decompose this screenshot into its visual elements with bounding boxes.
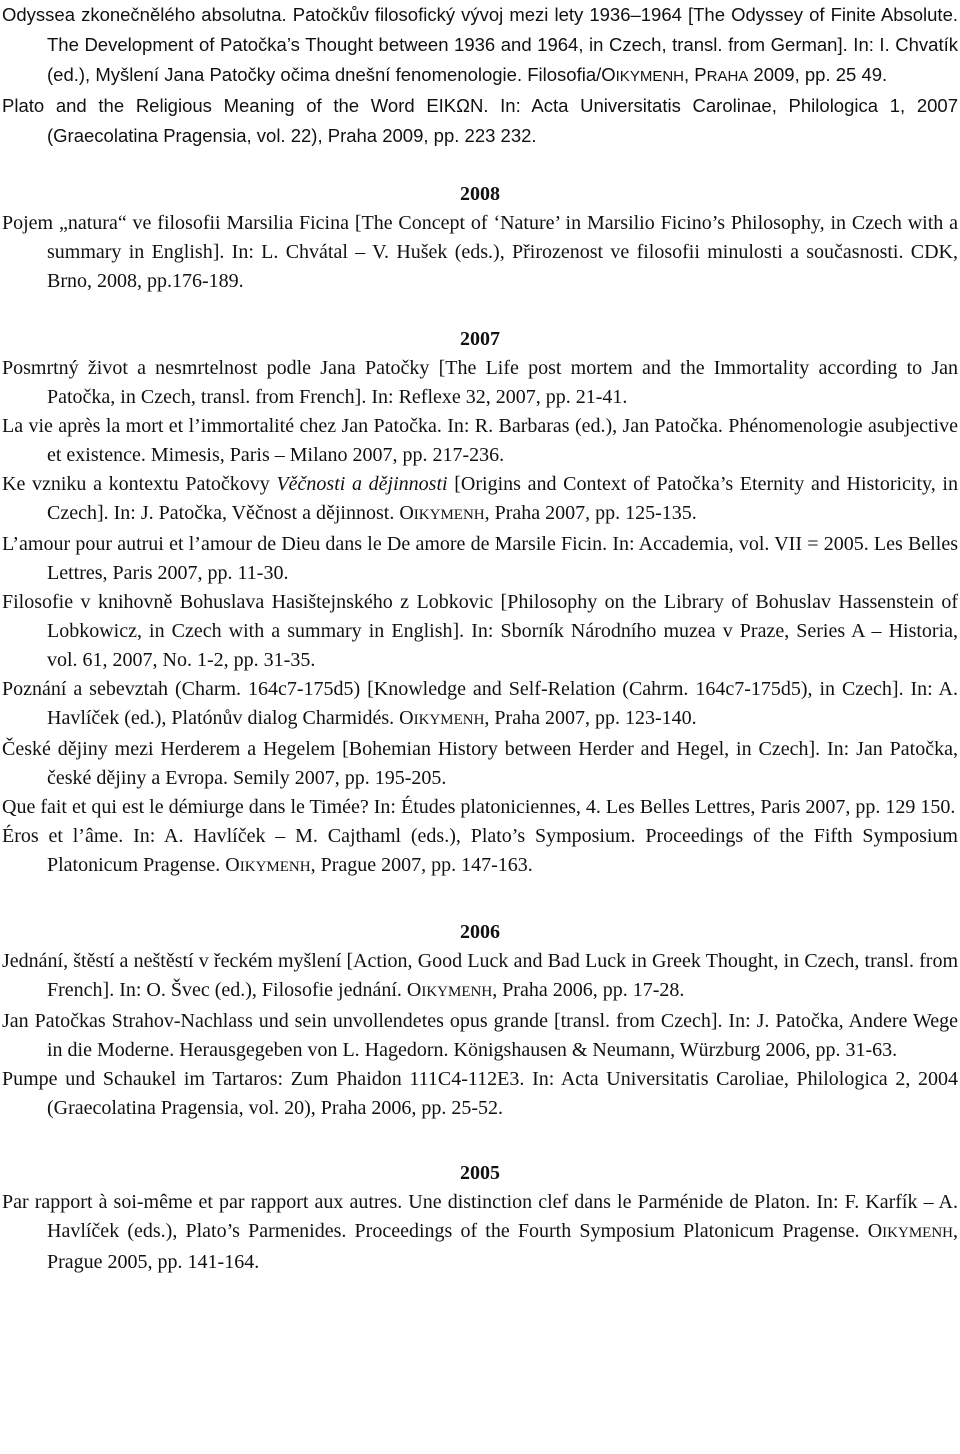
bibliography-entry: Poznání a sebevztah (Charm. 164c7-175d5) [Knowledge and Self-Relation (Cahrm. 164c7-175d5), in Czech]. In: A. Havlíček (ed.), Platónův dialog Charmidés. OIKYMENH, Praha 2007, pp. 123-140. [2,678,958,729]
spacer [2,296,958,325]
bibliography-entry: České dějiny mezi Herderem a Hegelem [Bohemian History between Herder and Hegel, in Czech]. In: Jan Patočka, české dějiny a Evropa. Semily 2007, pp. 195-205. [2,738,958,789]
bibliography-entry: Pojem „natura“ ve filosofii Marsilia Ficina [The Concept of ‘Nature’ in Marsilio Ficino’s Philosophy, in Czech with a summary in English]. In: L. Chvátal – V. Hušek (eds.), Přirozenost ve filosofii minulosti a současnosti. CDK, Brno, 2008, pp.176-189. [2,212,958,292]
bibliography-entry: Éros et l’âme. In: A. Havlíček – M. Cajthaml (eds.), Plato’s Symposium. Proceedings of the Fifth Symposium Platonicum Pragense. OIKYMENH, Prague 2007, pp. 147-163. [2,825,958,876]
spacer [2,882,958,918]
bibliography-entry: Odyssea zkonečnělého absolutna. Patočkův filosofický vývoj mezi lety 1936–1964 [The Odyssey of Finite Absolute. The Development of Patočka’s Thought between 1936 and 1964, in Czech, transl. from German]. In: I. Chvatík (ed.), Myšlení Jana Patočky očima dnešní fenomenologie. Filosofia/OIKYMENH, PRAHA 2009, pp. 25 49. [2,4,958,85]
year-heading: 2005 [460,1162,500,1184]
spacer [2,1123,958,1159]
bibliography-entry: Pumpe und Schaukel im Tartaros: Zum Phaidon 111C4-112E3. In: Acta Universitatis Caroliae, Philologica 2, 2004 (Graecolatina Pragensia, vol. 20), Praha 2006, pp. 25-52. [2,1068,958,1119]
year-heading: 2006 [460,921,500,943]
year-section-2005 [2,1159,958,1277]
bibliography-entry: Jednání, štěstí a neštěstí v řeckém myšlení [Action, Good Luck and Bad Luck in Greek Thought, in Czech, transl. from French]. In: O. Švec (ed.), Filosofie jednání. OIKYMENH, Praha 2006, pp. 17-28. [2,950,958,1001]
year-heading: 2008 [460,183,500,205]
bibliography-entry: Filosofie v knihovně Bohuslava Hasištejnského z Lobkovic [Philosophy on the Library of Bohuslav Hassenstein of Lobkowicz, in Czech with a summary in English]. In: Sborník Národního muzea v Praze, Series A – Historia, vol. 61, 2007, No. 1-2, pp. 31-35. [2,591,958,671]
spacer [2,151,958,180]
top-entries [2,0,958,151]
year-section-2006 [2,918,958,1123]
bibliography-entry: Posmrtný život a nesmrtelnost podle Jana Patočky [The Life post mortem and the Immortality according to Jan Patočka, in Czech, transl. from French]. In: Reflexe 32, 2007, pp. 21-41. [2,357,958,408]
year-section-2007 [2,325,958,882]
bibliography-entry: Jan Patočkas Strahov-Nachlass und sein unvollendetes opus grande [transl. from Czech]. In: J. Patočka, Andere Wege in die Moderne. Herausgegeben von L. Hagedorn. Königshausen & Neumann, Würzburg 2006, pp. 31-63. [2,1010,958,1061]
bibliography-entry: Ke vzniku a kontextu Patočkovy Věčnosti a dějinnosti [Origins and Context of Patočka’s Eternity and Historicity, in Czech]. In: J. Patočka, Věčnost a dějinnost. OIKYMENH, Praha 2007, pp. 125-135. [2,473,958,524]
bibliography-entry: L’amour pour autrui et l’amour de Dieu dans le De amore de Marsile Ficin. In: Accademia, vol. VII = 2005. Les Belles Lettres, Paris 2007, pp. 11-30. [2,533,958,584]
bibliography-entry: Plato and the Religious Meaning of the Word EIKΩN. In: Acta Universitatis Carolinae, Philologica 1, 2007 (Graecolatina Pragensia, vol. 22), Praha 2009, pp. 223 232. [2,95,958,146]
bibliography-entry: Par rapport à soi-même et par rapport aux autres. Une distinction clef dans le Parménide de Platon. In: F. Karfík – A. Havlíček (eds.), Plato’s Parmenides. Proceedings of the Fourth Symposium Platonicum Pragense. OIKYMENH, Prague 2005, pp. 141-164. [2,1191,958,1273]
year-section-2008 [2,180,958,296]
bibliography-entry: Que fait et qui est le démiurge dans le Timée? In: Études platoniciennes, 4. Les Belles Lettres, Paris 2007, pp. 129 150. [2,796,956,818]
year-heading: 2007 [460,328,500,350]
bibliography-entry: La vie après la mort et l’immortalité chez Jan Patočka. In: R. Barbaras (ed.), Jan Patočka. Phénomenologie asubjective et existence. Mimesis, Paris – Milano 2007, pp. 217-236. [2,415,958,466]
